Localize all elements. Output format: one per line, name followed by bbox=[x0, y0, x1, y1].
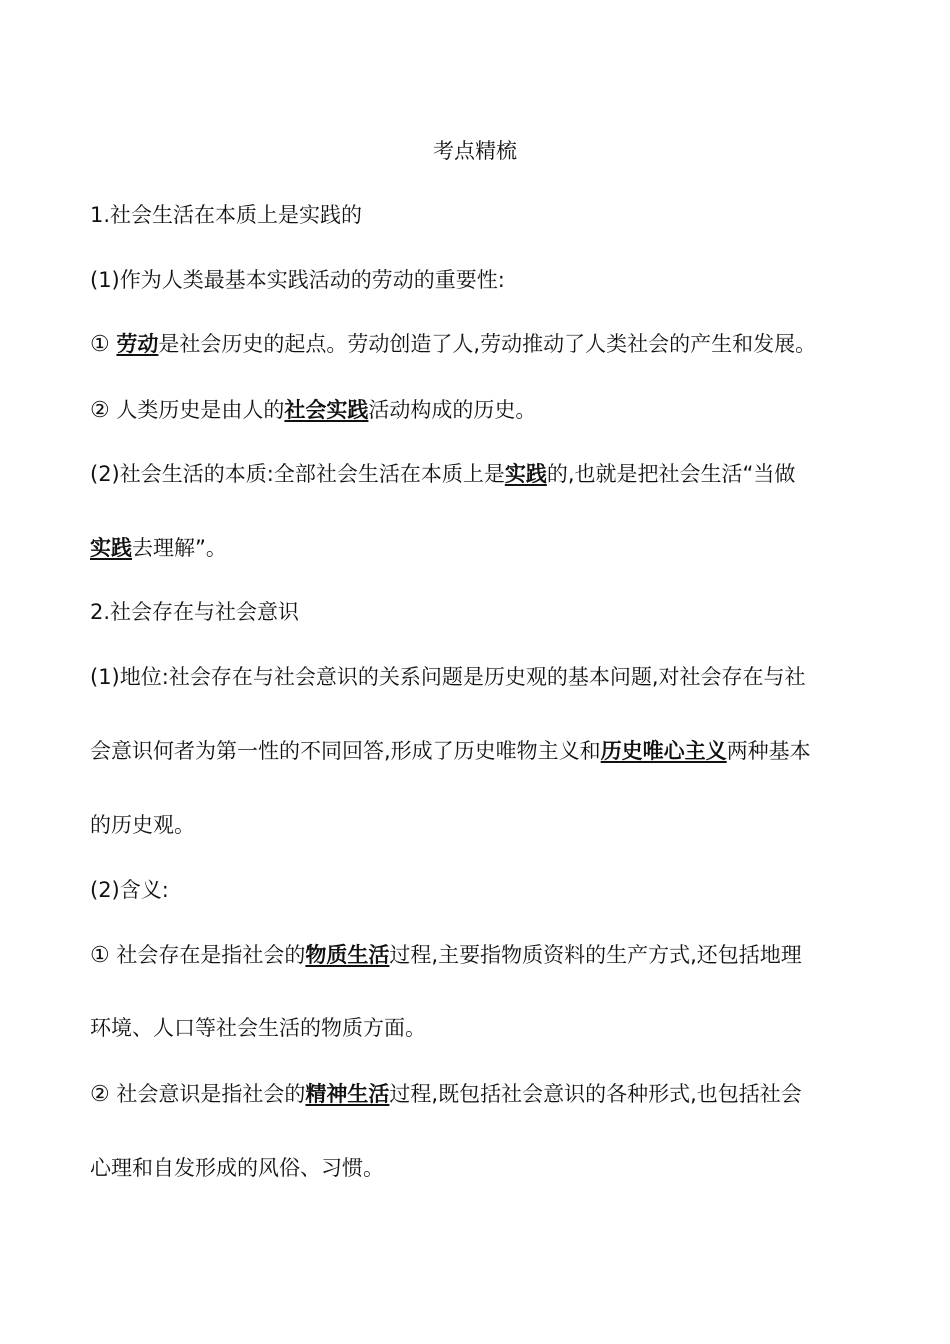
key-term-historical-idealism: 历史唯心主义 bbox=[600, 739, 727, 763]
section-2-part-1-line-1: (1)地位:社会存在与社会意识的关系问题是历史观的基本问题,对社会存在与社 bbox=[90, 665, 806, 689]
section-1-item-1 bbox=[90, 329, 870, 359]
paragraph-text-mid: 的,也就是把社会生活“当做 bbox=[546, 462, 796, 486]
item-text-pre: 人类历史是由人的 bbox=[109, 398, 285, 422]
section-1-part-2-line-1 bbox=[90, 459, 870, 489]
item-text: 活动构成的历史。 bbox=[368, 398, 537, 422]
circled-2-marker: ② bbox=[90, 397, 110, 422]
key-term-material-life: 物质生活 bbox=[305, 943, 390, 967]
key-term-labor: 劳动 bbox=[116, 332, 159, 356]
section-2-item-2-line-1 bbox=[90, 1079, 870, 1109]
circled-1-marker: ① bbox=[90, 942, 110, 967]
section-2-item-1-line-1 bbox=[90, 940, 870, 970]
section-1-heading: 1.社会生活在本质上是实践的 bbox=[90, 203, 363, 227]
section-2-part-2-heading: (2)含义: bbox=[90, 878, 169, 902]
section-2-part-1-line-3: 的历史观。 bbox=[90, 813, 195, 837]
section-2-item-2-line-2: 心理和自发形成的风俗、习惯。 bbox=[90, 1156, 384, 1180]
section-1-part-2-line-2 bbox=[90, 533, 870, 563]
section-2-item-1-line-2: 环境、人口等社会生活的物质方面。 bbox=[90, 1016, 426, 1040]
section-1-part-1-heading: (1)作为人类最基本实践活动的劳动的重要性: bbox=[90, 268, 505, 292]
item-text-pre: 社会存在是指社会的 bbox=[109, 943, 306, 967]
paragraph-text-pre: 会意识何者为第一性的不同回答,形成了历史唯物主义和 bbox=[90, 739, 601, 763]
key-term-social-practice: 社会实践 bbox=[284, 398, 369, 422]
item-text: 过程,主要指物质资料的生产方式,还包括地理 bbox=[389, 943, 802, 967]
item-text: 过程,既包括社会意识的各种形式,也包括社会 bbox=[389, 1082, 802, 1106]
section-2-part-1-line-2 bbox=[90, 736, 870, 766]
key-term-spiritual-life: 精神生活 bbox=[305, 1082, 390, 1106]
item-text-pre: 社会意识是指社会的 bbox=[109, 1082, 306, 1106]
circled-2-marker: ② bbox=[90, 1081, 110, 1106]
paragraph-text: 去理解”。 bbox=[132, 536, 227, 560]
item-text: 是社会历史的起点。劳动创造了人,劳动推动了人类社会的产生和发展。 bbox=[158, 332, 817, 356]
section-2-heading: 2.社会存在与社会意识 bbox=[90, 600, 300, 624]
section-1-item-2 bbox=[90, 395, 870, 425]
paragraph-text: 两种基本 bbox=[726, 739, 811, 763]
key-term-practice: 实践 bbox=[504, 462, 547, 486]
circled-1-marker: ① bbox=[90, 331, 110, 356]
page-title: 考点精梳 bbox=[433, 139, 517, 163]
paragraph-text-pre: (2)社会生活的本质:全部社会生活在本质上是 bbox=[90, 462, 505, 486]
key-term-practice-2: 实践 bbox=[90, 536, 132, 560]
